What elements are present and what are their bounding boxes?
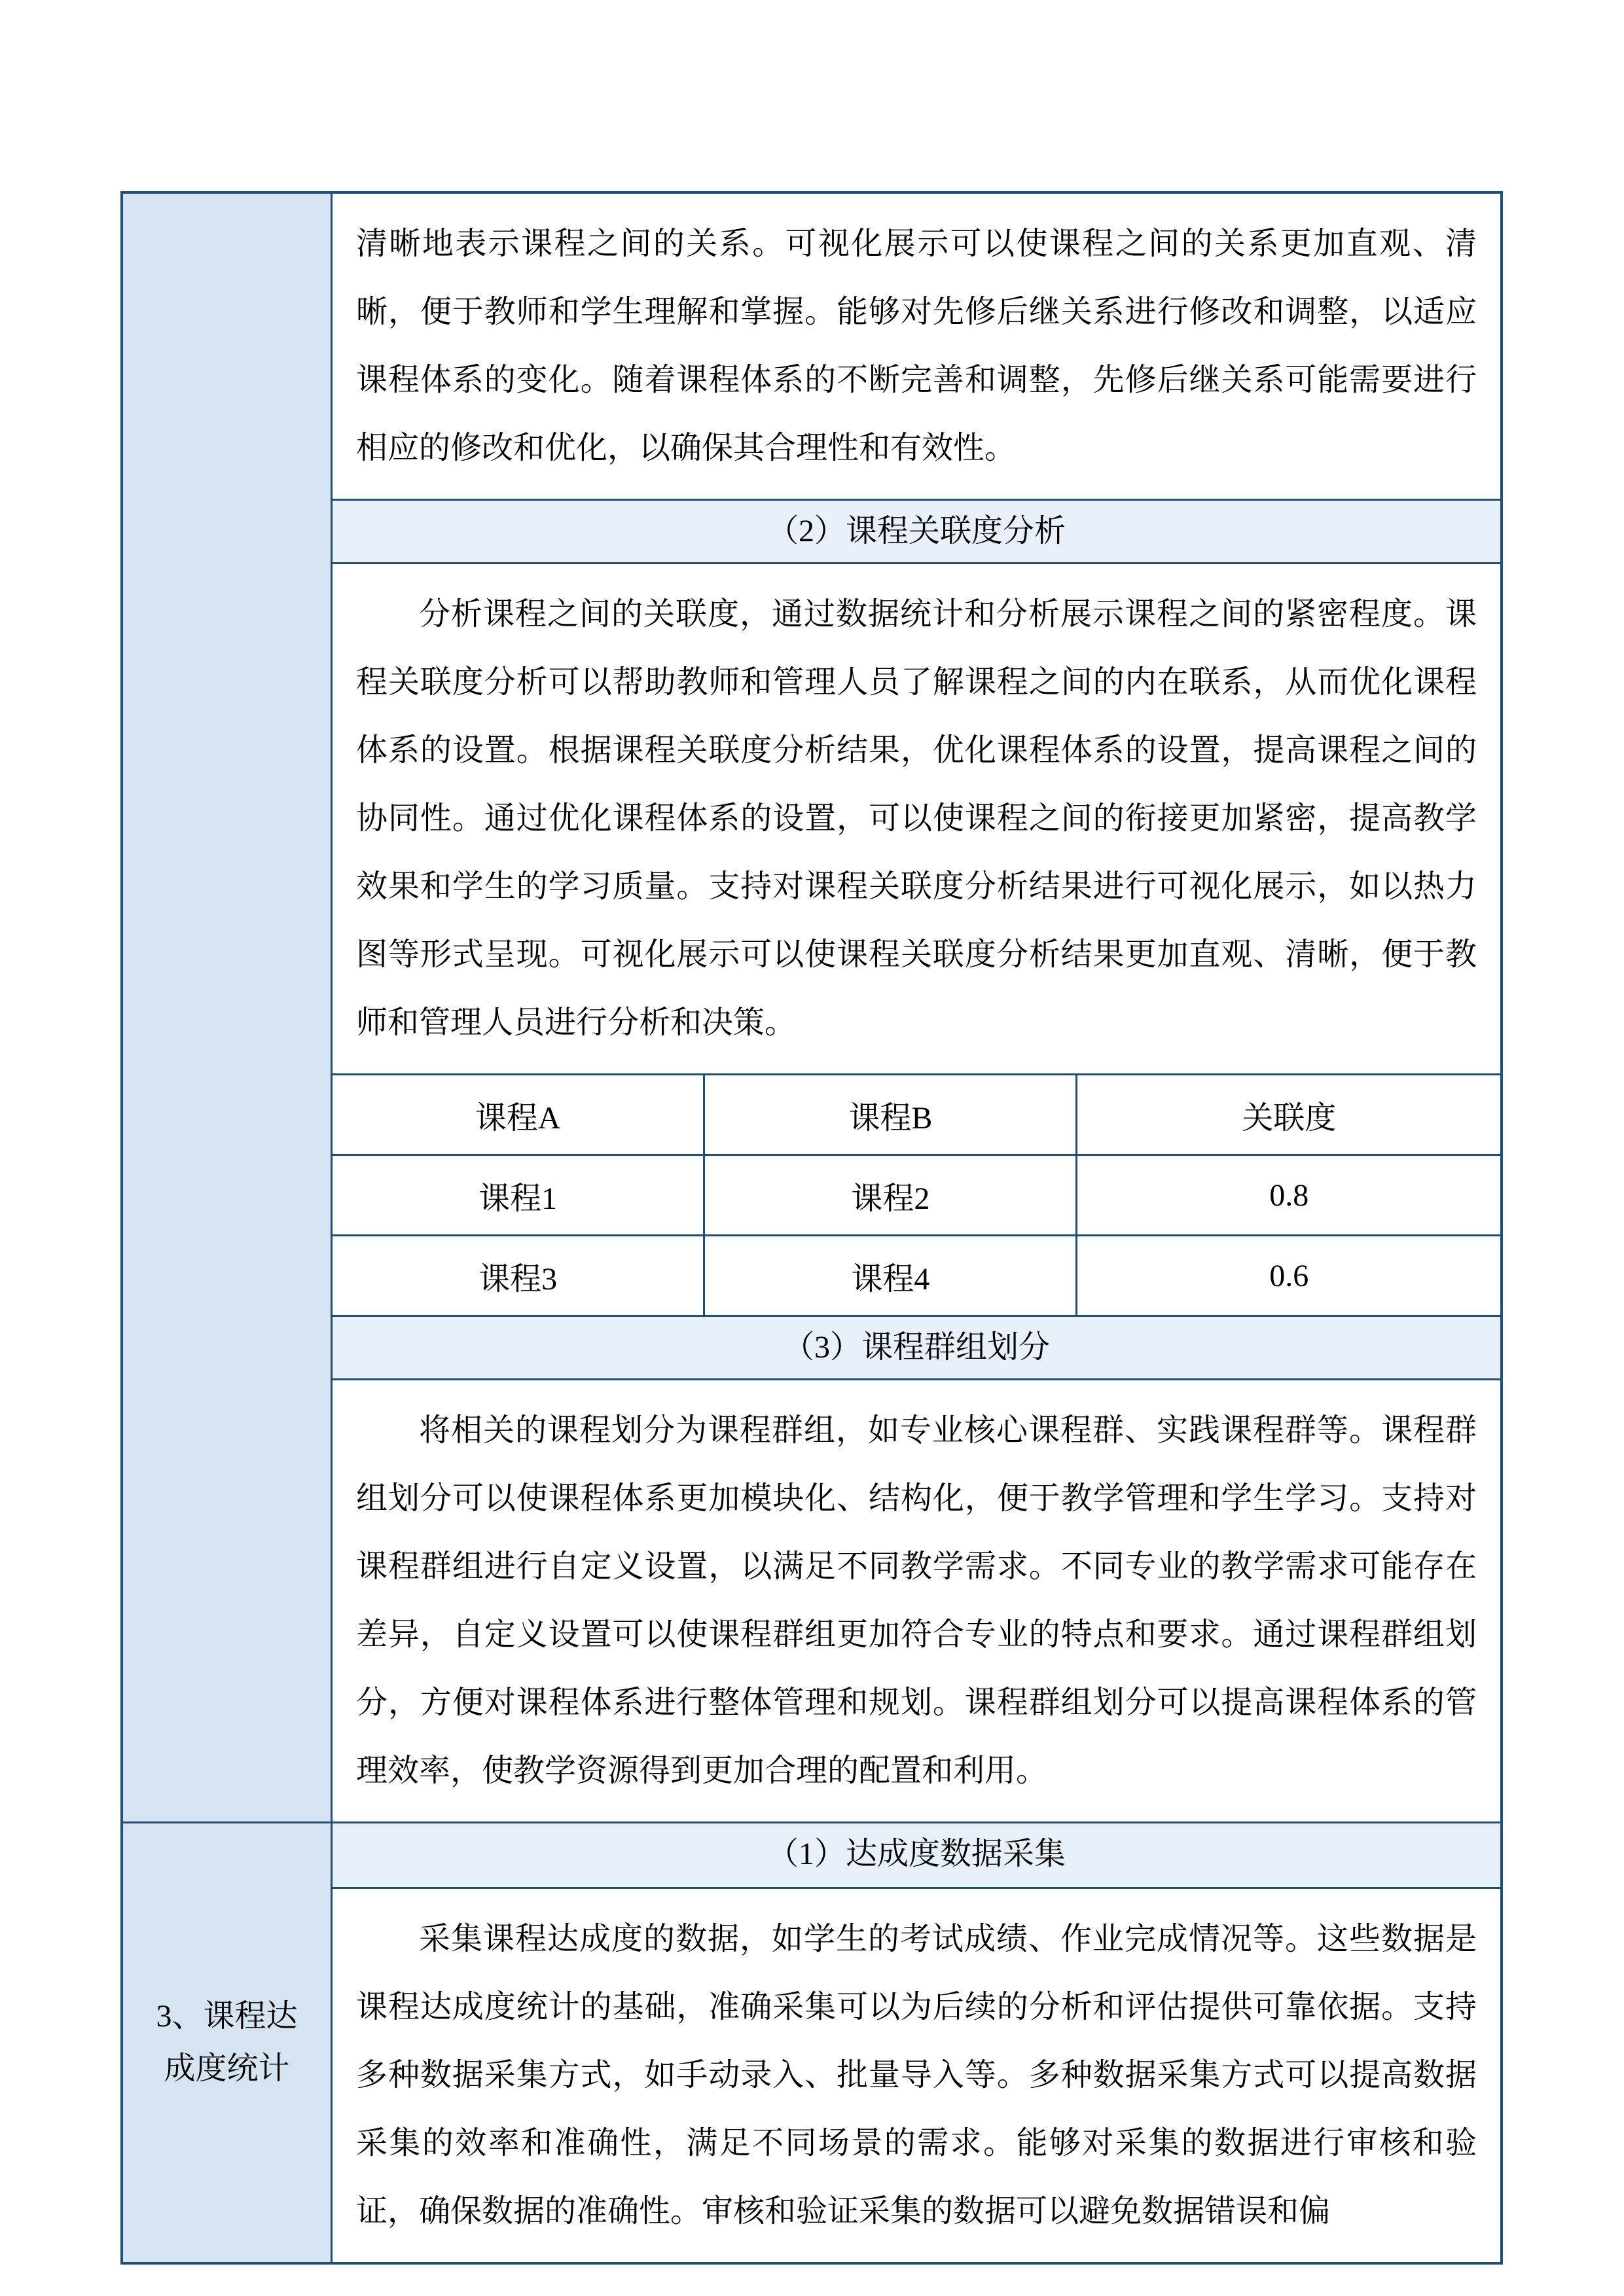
correlation-col-header-degree: 关联度 [1075,1075,1500,1154]
correlation-table-row [333,1154,1500,1234]
correlation-table [333,1073,1500,1315]
correlation-col-header-course-b: 课程B [703,1075,1075,1154]
table-row-course-relations [123,194,1500,1821]
requirements-table [120,191,1503,2265]
correlation-table-row [333,1234,1500,1315]
correlation-cell-course-b: 课程4 [703,1236,1075,1315]
body-paragraph-course-grouping: 将相关的课程划分为课程群组，如专业核心课程群、实践课程群等。课程群组划分可以使课程体系更加模块化、结构化，便于教学管理和学生学习。支持对课程群组进行自定义设置，以满足不同教学需求。不同专业的教学需求可能存在差异，自定义设置可以使课程群组更加符合专业的特点和要求。通过课程群组划分，方便对课程体系进行整体管理和规划。课程群组划分可以提高课程体系的管理效率，使教学资源得到更加合理的配置和利用。 [356,1413,1477,1788]
subsection-heading-data-collection: （1）达成度数据采集 [333,1823,1500,1889]
correlation-table-header-row [333,1073,1500,1154]
content-cell-attainment-statistics [333,1823,1500,2262]
row-label-course-attainment: 3、课程达成度统计 [123,1823,333,2262]
correlation-cell-course-a: 课程3 [478,1261,558,1297]
correlation-cell-degree: 0.8 [1075,1156,1500,1234]
subsection-heading-course-grouping: （3）课程群组划分 [333,1315,1500,1380]
correlation-col-header-course-a: 课程A [475,1100,561,1136]
row-label-cell-empty [123,194,333,1821]
body-paragraph-data-collection: 采集课程达成度的数据，如学生的考试成绩、作业完成情况等。这些数据是课程达成度统计的基础，准确采集可以为后续的分析和评估提供可靠依据。支持多种数据采集方式，如手动录入、批量导入等。多种数据采集方式可以提高数据采集的效率和准确性，满足不同场景的需求。能够对采集的数据进行审核和验证，确保数据的准确性。审核和验证采集的数据可以避免数据错误和偏 [356,1922,1477,2229]
correlation-cell-course-b: 课程2 [703,1156,1075,1234]
subsection-heading-correlation-analysis: （2）课程关联度分析 [333,499,1500,564]
correlation-cell-degree: 0.6 [1075,1236,1500,1315]
body-paragraph-correlation-analysis: 分析课程之间的关联度，通过数据统计和分析展示课程之间的紧密程度。课程关联度分析可以帮助教师和管理人员了解课程之间的内在联系，从而优化课程体系的设置。根据课程关联度分析结果，优化课程体系的设置，提高课程之间的协同性。通过优化课程体系的设置，可以使课程之间的衔接更加紧密，提高教学效果和学生的学习质量。支持对课程关联度分析结果进行可视化展示，如以热力图等形式呈现。可视化展示可以使课程关联度分析结果更加直观、清晰，便于教师和管理人员进行分析和决策。 [356,597,1477,1040]
table-row-attainment-statistics [123,1821,1500,2262]
body-paragraph-continuation: 清晰地表示课程之间的关系。可视化展示可以使课程之间的关系更加直观、清晰，便于教师和学生理解和掌握。能够对先修后继关系进行修改和调整，以适应课程体系的变化。随着课程体系的不断完善和调整，先修后继关系可能需要进行相应的修改和优化，以确保其合理性和有效性。 [356,226,1477,465]
correlation-cell-course-a: 课程1 [478,1181,558,1216]
content-cell-course-relations [333,194,1500,1821]
